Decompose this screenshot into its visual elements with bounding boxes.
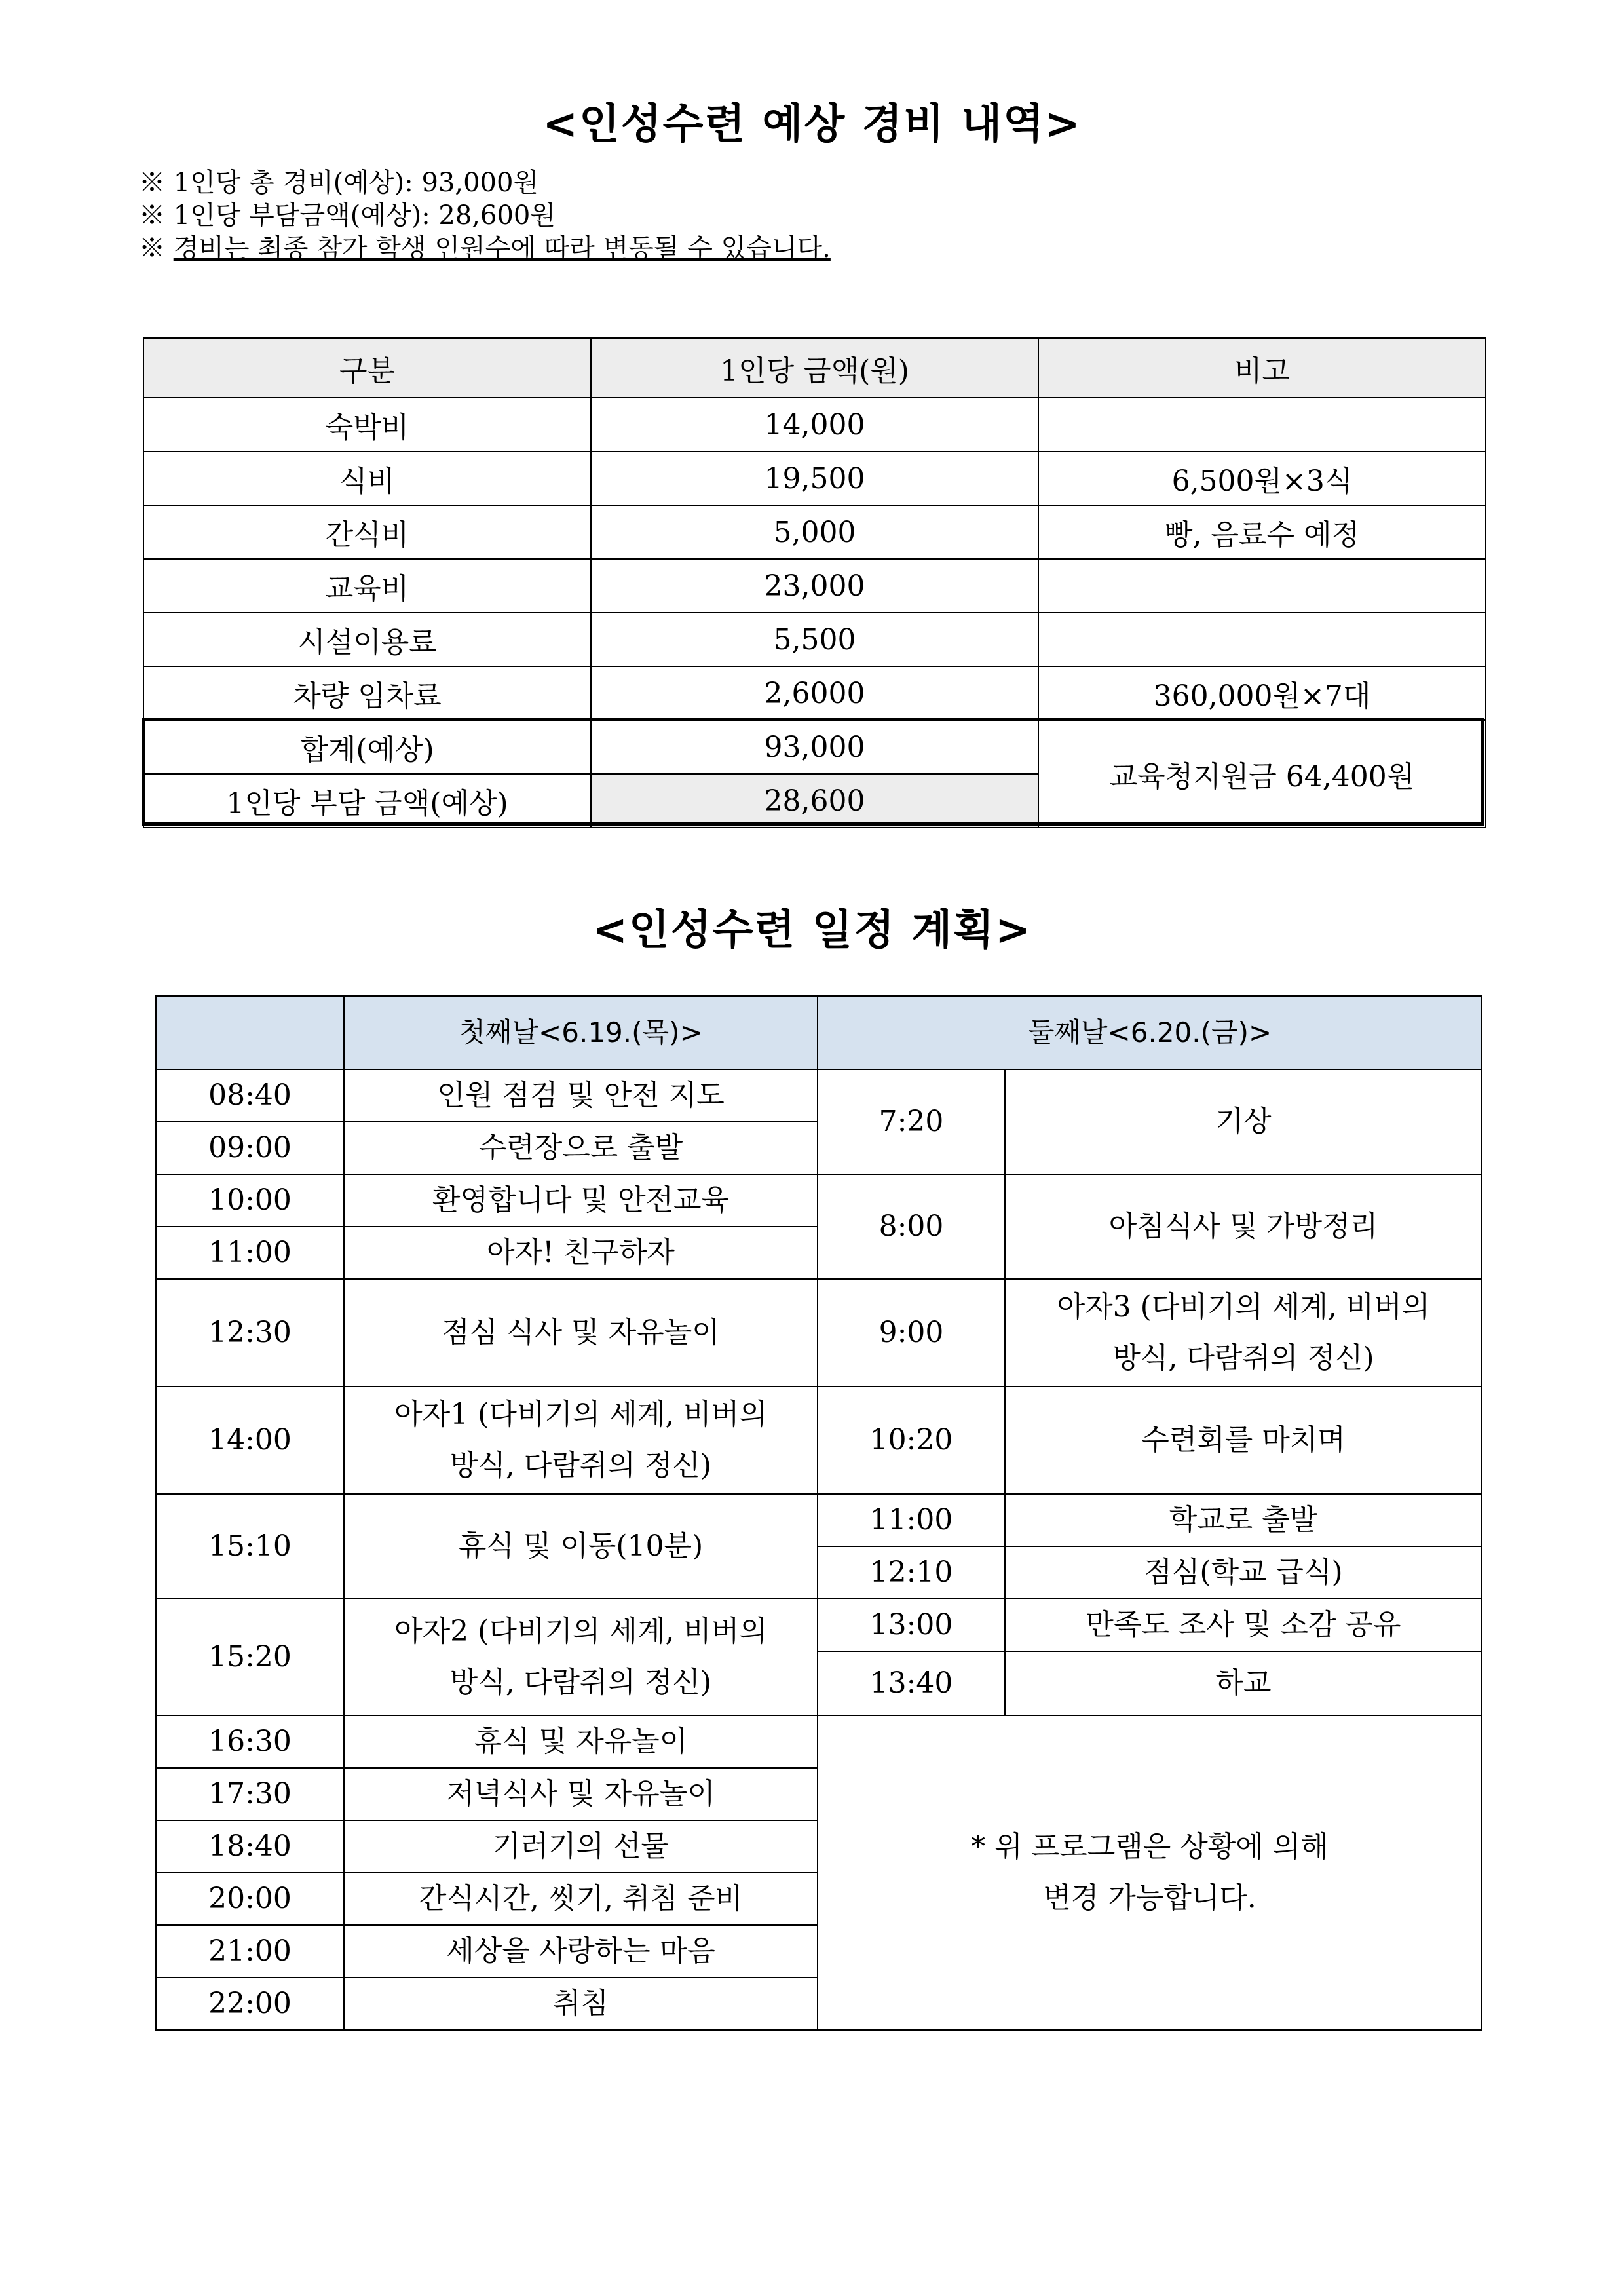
day1-time: 15:10 <box>156 1494 344 1599</box>
day1-activity: 기러기의 선물 <box>344 1820 818 1873</box>
cost-table-header <box>143 338 1486 398</box>
day2-time: 8:00 <box>818 1174 1005 1279</box>
cost-item: 시설이용료 <box>143 613 591 666</box>
day1-time: 15:20 <box>156 1599 344 1715</box>
day1-activity: 간식시간, 씻기, 취침 준비 <box>344 1873 818 1925</box>
day1-activity: 아자2 (다비기의 세계, 비버의 방식, 다람쥐의 정신) <box>344 1599 818 1715</box>
cost-item: 간식비 <box>143 505 591 559</box>
day1-time: 17:30 <box>156 1768 344 1820</box>
cost-section-title: <인성수련 예상 경비 내역> <box>542 100 1082 149</box>
day1-header: 첫째날<6.19.(목)> <box>344 996 818 1069</box>
day2-time: 13:00 <box>818 1599 1005 1651</box>
day1-time: 16:30 <box>156 1715 344 1768</box>
note-variation-text: 경비는 최종 참가 학생 인원수에 따라 변동될 수 있습니다. <box>173 233 831 263</box>
day1-time: 10:00 <box>156 1174 344 1227</box>
cost-item: 교육비 <box>143 559 591 613</box>
cost-amount: 14,000 <box>591 398 1038 451</box>
table-row <box>143 666 1486 720</box>
day1-time: 12:30 <box>156 1279 344 1387</box>
cost-item: 숙박비 <box>143 398 591 451</box>
day1-time: 20:00 <box>156 1873 344 1925</box>
day1-activity: 환영합니다 및 안전교육 <box>344 1174 818 1227</box>
header-remarks: 비고 <box>1038 338 1486 398</box>
day1-activity: 아자! 친구하자 <box>344 1227 818 1279</box>
day2-activity: 아침식사 및 가방정리 <box>1005 1174 1482 1279</box>
day1-activity: 수련장으로 출발 <box>344 1122 818 1174</box>
schedule-footnote: * 위 프로그램은 상황에 의해 변경 가능합니다. <box>818 1715 1482 2030</box>
table-row <box>143 398 1486 451</box>
schedule-row <box>156 1599 1482 1651</box>
note-variation-prefix: ※ <box>139 233 174 263</box>
schedule-section-title: <인성수련 일정 계획> <box>592 906 1032 955</box>
day2-header: 둘째날<6.20.(금)> <box>818 996 1482 1069</box>
day2-activity: 학교로 출발 <box>1005 1494 1482 1546</box>
day2-activity: 점심(학교 급식) <box>1005 1546 1482 1599</box>
cost-table <box>143 337 1486 828</box>
day2-activity: 수련회를 마치며 <box>1005 1387 1482 1494</box>
cost-note <box>1038 613 1486 666</box>
table-row <box>143 505 1486 559</box>
cost-note: 360,000원×7대 <box>1038 666 1486 720</box>
burden-label: 1인당 부담 금액(예상) <box>143 774 591 828</box>
day2-activity: 만족도 조사 및 소감 공유 <box>1005 1599 1482 1651</box>
day2-activity: 아자3 (다비기의 세계, 비버의 방식, 다람쥐의 정신) <box>1005 1279 1482 1387</box>
cost-note: 빵, 음료수 예정 <box>1038 505 1486 559</box>
day2-activity: 하교 <box>1005 1651 1482 1715</box>
schedule-row <box>156 1174 1482 1227</box>
day1-time: 14:00 <box>156 1387 344 1494</box>
schedule-table <box>155 995 1482 2031</box>
table-row <box>143 613 1486 666</box>
day1-time: 18:40 <box>156 1820 344 1873</box>
day2-time: 13:40 <box>818 1651 1005 1715</box>
day1-activity: 인원 점검 및 안전 지도 <box>344 1069 818 1122</box>
total-label: 합계(예상) <box>143 720 591 774</box>
day1-time: 08:40 <box>156 1069 344 1122</box>
day2-time: 11:00 <box>818 1494 1005 1546</box>
day1-time: 11:00 <box>156 1227 344 1279</box>
total-row <box>143 720 1486 774</box>
cost-amount: 5,500 <box>591 613 1038 666</box>
schedule-row <box>156 1494 1482 1546</box>
schedule-header <box>156 996 1482 1069</box>
cost-note <box>1038 559 1486 613</box>
schedule-row <box>156 1069 1482 1122</box>
day1-activity: 아자1 (다비기의 세계, 비버의 방식, 다람쥐의 정신) <box>344 1387 818 1494</box>
day1-time: 09:00 <box>156 1122 344 1174</box>
day2-activity: 기상 <box>1005 1069 1482 1174</box>
cost-note <box>1038 398 1486 451</box>
cost-amount: 5,000 <box>591 505 1038 559</box>
day1-activity: 휴식 및 이동(10분) <box>344 1494 818 1599</box>
schedule-row <box>156 1387 1482 1494</box>
cost-item: 차량 임차료 <box>143 666 591 720</box>
day1-activity: 휴식 및 자유놀이 <box>344 1715 818 1768</box>
total-amount: 93,000 <box>591 720 1038 774</box>
day1-time: 21:00 <box>156 1925 344 1978</box>
day2-time: 10:20 <box>818 1387 1005 1494</box>
table-row <box>143 559 1486 613</box>
day2-time: 7:20 <box>818 1069 1005 1174</box>
header-amount: 1인당 금액(원) <box>591 338 1038 398</box>
day1-time: 22:00 <box>156 1978 344 2030</box>
day2-time: 12:10 <box>818 1546 1005 1599</box>
cost-note: 6,500원×3식 <box>1038 451 1486 505</box>
day1-activity: 세상을 사랑하는 마음 <box>344 1925 818 1978</box>
table-row <box>143 451 1486 505</box>
header-category: 구분 <box>143 338 591 398</box>
schedule-row <box>156 1279 1482 1387</box>
note-variation <box>139 232 831 265</box>
day1-activity: 저녁식사 및 자유놀이 <box>344 1768 818 1820</box>
day1-activity: 점심 식사 및 자유놀이 <box>344 1279 818 1387</box>
header-blank <box>156 996 344 1069</box>
day1-activity: 취침 <box>344 1978 818 2030</box>
schedule-row <box>156 1715 1482 1768</box>
cost-amount: 19,500 <box>591 451 1038 505</box>
cost-notes <box>139 166 831 265</box>
cost-amount: 23,000 <box>591 559 1038 613</box>
cost-item: 식비 <box>143 451 591 505</box>
support-note: 교육청지원금 64,400원 <box>1038 720 1486 828</box>
day2-time: 9:00 <box>818 1279 1005 1387</box>
burden-amount: 28,600 <box>591 774 1038 828</box>
note-burden-cost: ※ 1인당 부담금액(예상): 28,600원 <box>139 201 556 231</box>
cost-amount: 2,6000 <box>591 666 1038 720</box>
note-total-cost: ※ 1인당 총 경비(예상): 93,000원 <box>139 168 539 198</box>
